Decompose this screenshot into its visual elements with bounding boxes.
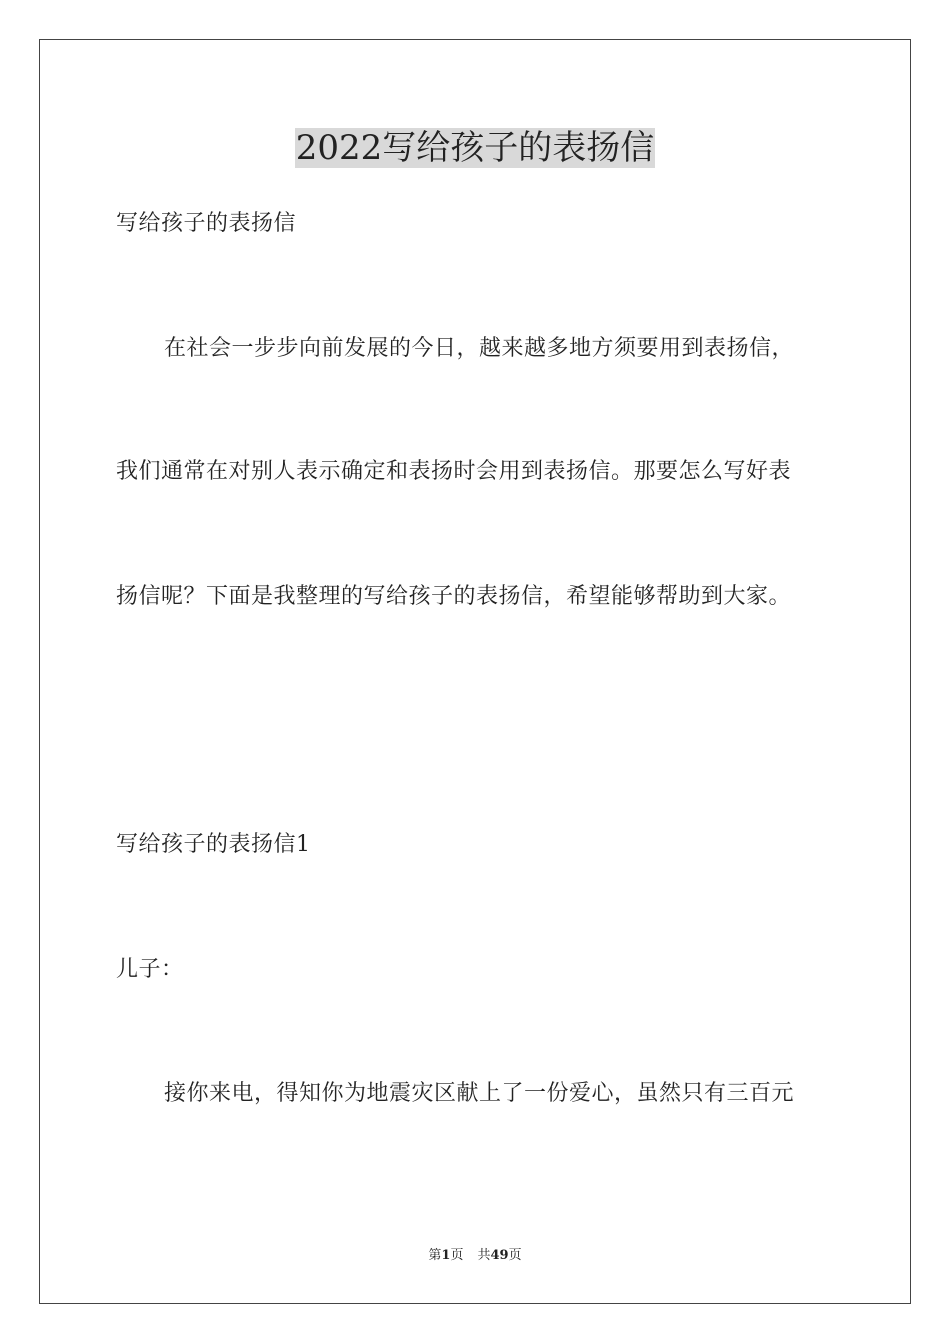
salutation-line: 儿子： bbox=[116, 957, 184, 982]
subtitle-line: 写给孩子的表扬信 bbox=[116, 211, 297, 236]
paragraph-line: 接你来电，得知你为地震灾区献上了一份爱心，虽然只有三百元 bbox=[164, 1081, 795, 1106]
document-title bbox=[0, 128, 950, 168]
paragraph-line: 扬信呢？下面是我整理的写给孩子的表扬信，希望能够帮助到大家。 bbox=[116, 584, 792, 609]
footer-page-number: 1 bbox=[441, 1248, 451, 1263]
footer-page-prefix: 第 bbox=[428, 1248, 442, 1263]
section-heading: 写给孩子的表扬信1 bbox=[116, 832, 311, 857]
paragraph-line: 我们通常在对别人表示确定和表扬时会用到表扬信。那要怎么写好表 bbox=[116, 459, 792, 484]
footer-total-pages: 49 bbox=[490, 1248, 509, 1263]
paragraph-line: 在社会一步步向前发展的今日，越来越多地方须要用到表扬信， bbox=[164, 336, 795, 361]
footer-total-suffix: 页 bbox=[508, 1248, 522, 1263]
footer-total-prefix: 共 bbox=[477, 1248, 491, 1263]
footer-page-suffix: 页 bbox=[450, 1248, 464, 1263]
page-footer bbox=[0, 1247, 950, 1265]
document-title-text: 2022写给孩子的表扬信 bbox=[295, 128, 655, 168]
